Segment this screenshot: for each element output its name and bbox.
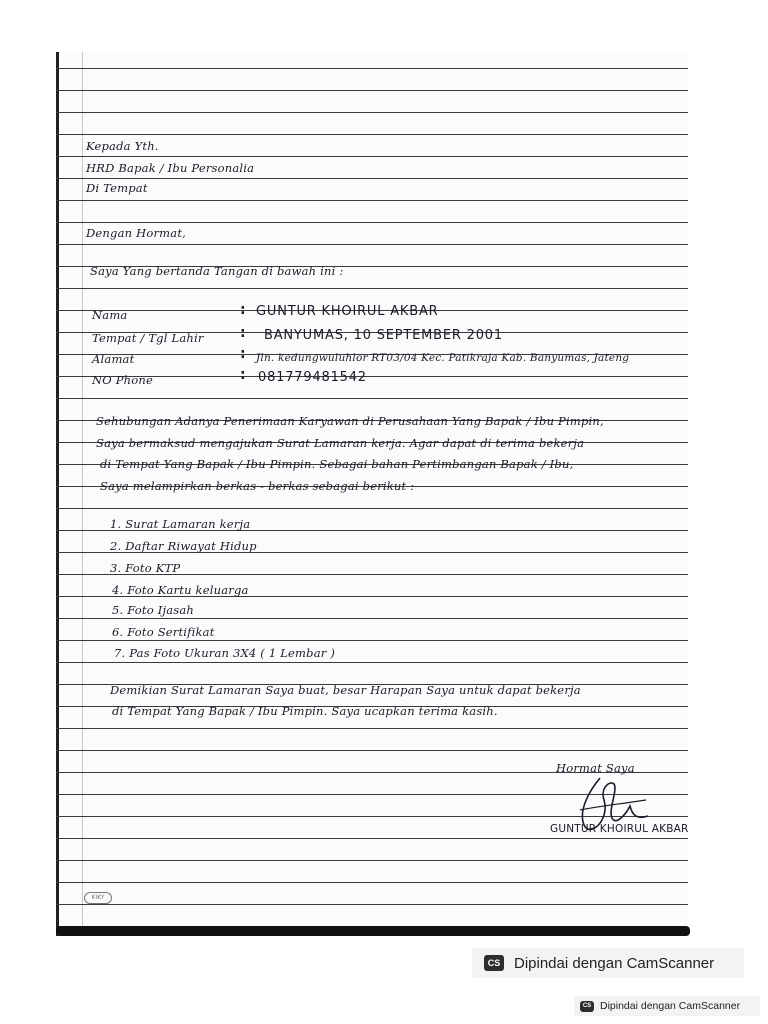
intro-line: Saya Yang bertanda Tangan di bawah ini : <box>90 264 344 278</box>
field-label-birth: Tempat / Tgl Lahir <box>92 331 204 345</box>
body-line-1: Sehubungan Adanya Penerimaan Karyawan di Perusahaan Yang Bapak / Ibu Pimpin, <box>96 414 604 428</box>
field-value-name: GUNTUR KHOIRUL AKBAR <box>256 304 439 319</box>
paper-rule <box>56 904 688 905</box>
field-label-phone: NO Phone <box>92 373 154 387</box>
camscanner-banner-small <box>574 996 760 1016</box>
body-line-3: di Tempat Yang Bapak / Ibu Pimpin. Sebagai bahan Pertimbangan Bapak / Ibu, <box>100 457 574 471</box>
paper-rule <box>56 398 688 399</box>
field-label-name: Nama <box>92 308 128 322</box>
camscanner-label: Dipindai dengan CamScanner <box>514 954 715 972</box>
paper-rule <box>56 200 688 201</box>
paper-rule <box>56 750 688 751</box>
field-colon: : <box>240 367 246 383</box>
body-line-2: Saya bermaksud mengajukan Surat Lamaran kerja. Agar dapat di terima bekerja <box>96 436 585 450</box>
field-value-birth: BANYUMAS, 10 SEPTEMBER 2001 <box>264 328 503 343</box>
body-line-4: Saya melampirkan berkas - berkas sebagai berikut : <box>100 479 415 493</box>
closing-line-1: Demikian Surat Lamaran Saya buat, besar Harapan Saya untuk dapat bekerja <box>110 683 581 697</box>
attachment-item-6: 6. Foto Sertifikat <box>112 625 215 639</box>
sign-off: Hormat Saya <box>556 761 635 775</box>
paper-rule <box>56 112 688 113</box>
attachment-item-4: 4. Foto Kartu keluarga <box>112 583 249 597</box>
recipient-line-2: HRD Bapak / Ibu Personalia <box>86 161 255 175</box>
paper-rule <box>56 244 688 245</box>
paper-rule <box>56 882 688 883</box>
field-label-address: Alamat <box>92 352 135 366</box>
paper-rule <box>56 178 688 179</box>
paper-code-badge: KIKY <box>84 892 112 904</box>
paper-rule <box>56 618 688 619</box>
camscanner-logo-icon: CS <box>580 1001 594 1012</box>
page-background-top <box>0 0 768 50</box>
signer-name: GUNTUR KHOIRUL AKBAR <box>550 823 689 835</box>
paper-rule <box>56 640 688 641</box>
camscanner-banner-large <box>472 948 744 978</box>
paper-rule <box>56 156 688 157</box>
field-colon: : <box>240 302 246 318</box>
paper-rule <box>56 728 688 729</box>
field-value-phone: 081779481542 <box>258 370 367 385</box>
attachment-item-1: 1. Surat Lamaran kerja <box>110 517 251 531</box>
paper-rule <box>56 860 688 861</box>
attachment-item-2: 2. Daftar Riwayat Hidup <box>110 539 257 553</box>
attachment-item-5: 5. Foto Ijasah <box>112 603 195 617</box>
paper-margin-line <box>82 52 83 936</box>
field-value-address: Jln. kedungwuluhlor RT03/04 Kec. Patikraja Kab. Banyumas, Jateng <box>256 352 630 364</box>
greeting: Dengan Hormat, <box>86 226 186 240</box>
field-colon: : <box>240 346 246 362</box>
recipient-line-3: Di Tempat <box>86 181 148 195</box>
recipient-line-1: Kepada Yth. <box>86 139 159 153</box>
paper-rule <box>56 288 688 289</box>
camscanner-logo-icon: CS <box>484 955 504 971</box>
closing-line-2: di Tempat Yang Bapak / Ibu Pimpin. Saya ucapkan terima kasih. <box>112 704 498 718</box>
attachment-item-3: 3. Foto KTP <box>110 561 181 575</box>
paper-bottom-edge <box>56 926 690 936</box>
paper-rule <box>56 662 688 663</box>
attachment-item-7: 7. Pas Foto Ukuran 3X4 ( 1 Lembar ) <box>114 646 336 660</box>
camscanner-label: Dipindai dengan CamScanner <box>600 1000 741 1012</box>
paper-rule <box>56 134 688 135</box>
paper-rule <box>56 90 688 91</box>
paper-rule <box>56 508 688 509</box>
paper-rule <box>56 222 688 223</box>
field-colon: : <box>240 325 246 341</box>
paper-rule <box>56 68 688 69</box>
